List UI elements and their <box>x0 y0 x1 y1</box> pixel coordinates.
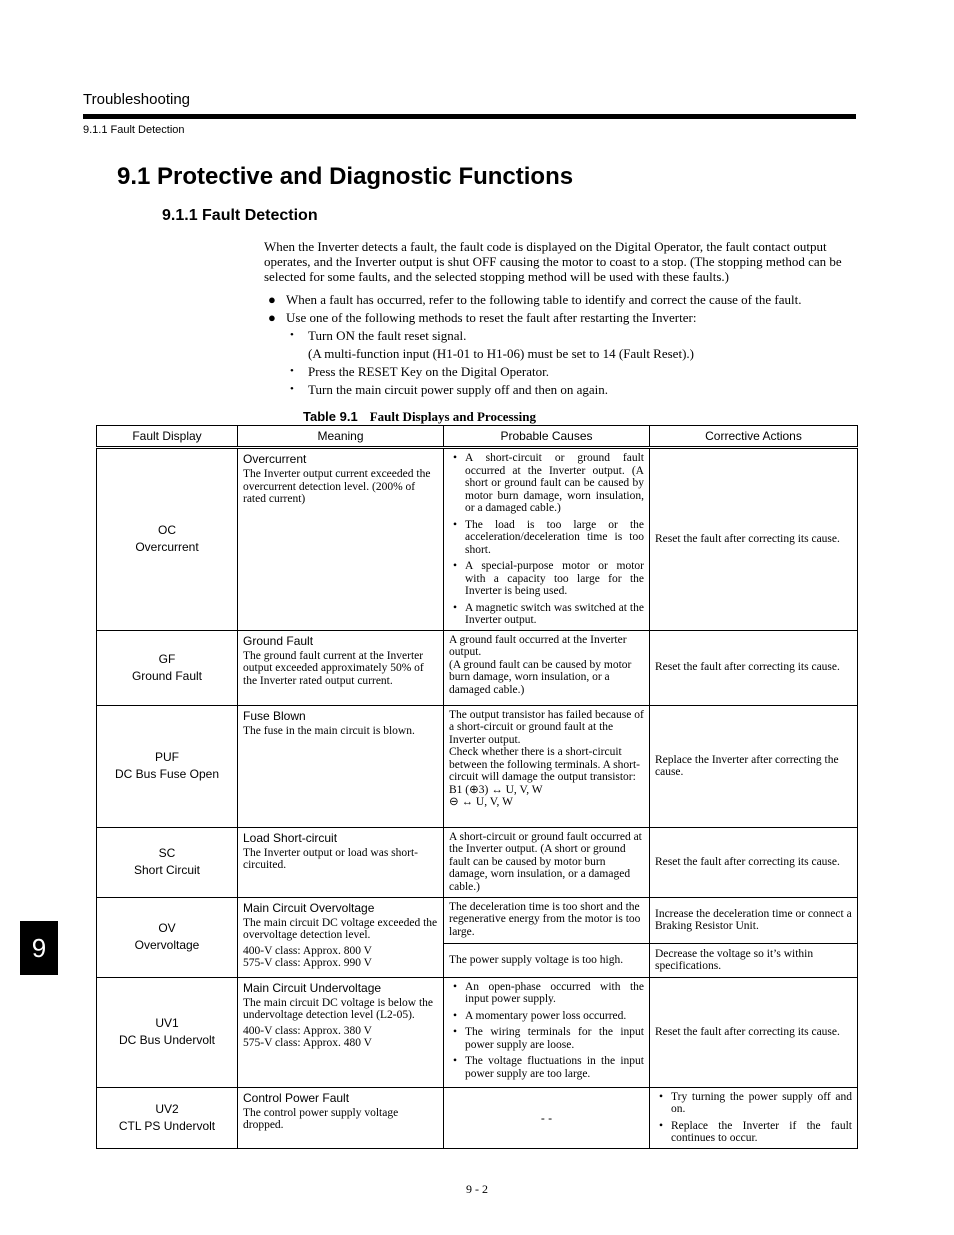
causes-cell <box>444 705 650 827</box>
meaning-voltage-levels: 400-V class: Approx. 380 V 575-V class: Approx. 480 V <box>243 1024 372 1049</box>
fault-name: Ground Fault <box>131 668 203 683</box>
action-cell: Replace the Inverter after correcting the cause. <box>650 705 858 827</box>
table-header-row <box>97 426 858 448</box>
running-head: Troubleshooting <box>83 91 191 108</box>
sub-bullet-item <box>268 364 858 379</box>
meaning-title: Ground Fault <box>243 633 314 648</box>
causes-cell: - - <box>444 1087 650 1148</box>
fault-display-cell <box>97 1087 238 1148</box>
page-number: 9 - 2 <box>466 1182 488 1196</box>
sub-bullet-item <box>268 382 858 397</box>
fault-display-cell <box>97 977 238 1087</box>
fault-name: CTL PS Undervolt <box>118 1118 216 1133</box>
fault-name: DC Bus Undervolt <box>118 1033 216 1047</box>
action-cell: Increase the deceleration time or connect a Braking Resistor Unit. <box>650 897 858 943</box>
causes-cell <box>444 977 650 1087</box>
bullet-text: Use one of the following methods to reset the fault after restarting the Inverter: <box>286 310 697 325</box>
table-caption-label: Table 9.1 <box>303 409 358 424</box>
bullet-text: When a fault has occurred, refer to the following table to identify and correct the cause of the fault. <box>286 292 802 307</box>
chapter-tab: 9 <box>20 921 58 975</box>
table-row <box>97 977 858 1087</box>
causes-cell: A short-circuit or ground fault occurred at the Inverter output. (A short or ground fault can be caused by motor burn damage, worn insulation, or a damaged cable.) <box>444 827 650 897</box>
sub-bullet-icon: • <box>290 383 294 395</box>
fault-name: Short Circuit <box>133 863 201 877</box>
action-cell: Reset the fault after correcting its cause. <box>650 448 858 631</box>
bullet-list <box>268 292 858 400</box>
meaning-title: Control Power Fault <box>243 1090 350 1105</box>
causes-cell <box>444 448 650 631</box>
action-item: • Try turning the power supply off and on. <box>655 1091 852 1116</box>
fault-code: PUF <box>155 750 179 764</box>
col-header-meaning: Meaning <box>238 426 444 448</box>
fault-code: OC <box>158 523 176 538</box>
action-cell: Decrease the voltage so it’s within specifications. <box>650 943 858 977</box>
cause-item: • A momentary power loss occurred. <box>449 1010 644 1023</box>
meaning-description: The main circuit DC voltage exceeded the overvoltage detection level. <box>243 916 438 941</box>
meaning-description: The fuse in the main circuit is blown. <box>243 724 415 737</box>
action-cell <box>650 1087 858 1148</box>
fault-display-cell <box>97 897 238 977</box>
fault-display-cell <box>97 827 238 897</box>
fault-code: UV1 <box>155 1016 179 1030</box>
causes-cell: The deceleration time is too short and the regenerative energy from the motor is too large. <box>444 897 650 943</box>
fault-code: GF <box>158 651 176 666</box>
subsection-title: 9.1.1 Fault Detection <box>162 207 318 224</box>
meaning-cell <box>238 705 444 827</box>
sub-bullet-item <box>268 328 858 343</box>
col-header-fault-display: Fault Display <box>97 426 238 448</box>
meaning-cell <box>238 897 444 977</box>
table-row <box>97 448 858 631</box>
fault-display-cell <box>97 630 238 705</box>
meaning-cell <box>238 1087 444 1148</box>
sub-bullet-text: Turn ON the fault reset signal. <box>308 328 467 343</box>
meaning-description: The main circuit DC voltage is below the undervoltage detection level (L2-05). <box>243 996 434 1021</box>
action-cell: Reset the fault after correcting its cause. <box>650 827 858 897</box>
fault-code: SC <box>158 846 176 860</box>
action-cell: Reset the fault after correcting its cause. <box>650 977 858 1087</box>
fault-display-cell <box>97 705 238 827</box>
cause-text: The output transistor has failed because of a short-circuit or ground fault at the Inverter output. Check whether there is a short-circuit between the following terminals. A short-circuit will damage the output transistor: <box>449 708 644 783</box>
meaning-description: The Inverter output current exceeded the overcurrent detection level. (200% of rated current) <box>243 468 431 505</box>
bullet-item <box>268 310 858 325</box>
cause-item: • A magnetic switch was switched at the Inverter output. <box>449 602 644 627</box>
bullet-icon: ● <box>268 292 276 307</box>
cause-item: • The load is too large or the acceleration/deceleration time is too short. <box>449 519 644 557</box>
table-caption-title: Fault Displays and Processing <box>369 409 536 424</box>
terminal-pair: B1 (⊕3) ↔ U, V, W <box>449 783 543 796</box>
causes-cell: A ground fault occurred at the Inverter output. (A ground fault can be caused by motor burn damage, worn insulation, or a damaged cable.) <box>444 630 650 705</box>
meaning-voltage-levels: 400-V class: Approx. 800 V 575-V class: Approx. 990 V <box>243 944 372 969</box>
cause-item: • A short-circuit or ground fault occurred at the Inverter output. (A short or ground fault can be caused by motor burn damage, worn insulation, or a damaged cable.) <box>449 452 644 515</box>
table-row <box>97 827 858 897</box>
meaning-title: Load Short-circuit <box>243 830 338 845</box>
meaning-description: The ground fault current at the Inverter output exceeded approximately 50% of the Inverter rated output current. <box>243 649 424 687</box>
meaning-cell <box>238 977 444 1087</box>
intro-paragraph: When the Inverter detects a fault, the fault code is displayed on the Digital Operator, the fault contact output operates, and the Inverter output is shut OFF causing the motor to coast to a stop. (The stopping method can be selected for some faults, and the selected stopping method will be used with these faults.) <box>264 239 842 284</box>
meaning-title: Main Circuit Undervoltage <box>243 980 382 995</box>
table-row <box>97 897 858 943</box>
fault-code: OV <box>158 921 176 935</box>
table-row <box>97 1087 858 1148</box>
cause-list <box>449 452 644 627</box>
table-row <box>97 705 858 827</box>
meaning-cell <box>238 448 444 631</box>
causes-cell: The power supply voltage is too high. <box>444 943 650 977</box>
meaning-description: The control power supply voltage dropped. <box>243 1106 399 1131</box>
fault-name: Overvoltage <box>134 938 200 952</box>
fault-code: UV2 <box>155 1101 179 1116</box>
meaning-title: Fuse Blown <box>243 708 306 723</box>
fault-name: DC Bus Fuse Open <box>114 767 220 781</box>
meaning-title: Main Circuit Overvoltage <box>243 900 375 915</box>
table-row <box>97 630 858 705</box>
cause-list <box>449 981 644 1081</box>
table-caption <box>303 409 536 425</box>
action-list <box>655 1091 852 1145</box>
cause-item: • A special-purpose motor or motor with a capacity too large for the Inverter is being used. <box>449 560 644 598</box>
fault-display-cell <box>97 448 238 631</box>
header-rule <box>83 114 856 119</box>
cause-item: • An open-phase occurred with the input power supply. <box>449 981 644 1006</box>
section-title: 9.1 Protective and Diagnostic Functions <box>117 163 574 190</box>
cause-item: • The wiring terminals for the input power supply are loose. <box>449 1026 644 1051</box>
meaning-cell <box>238 827 444 897</box>
meaning-cell <box>238 630 444 705</box>
fault-table <box>96 425 858 1149</box>
action-cell: Reset the fault after correcting its cause. <box>650 630 858 705</box>
col-header-corrective-actions: Corrective Actions <box>650 426 858 448</box>
sub-bullet-text: Press the RESET Key on the Digital Operator. <box>308 364 549 379</box>
terminal-pair: ⊖ ↔ U, V, W <box>449 796 513 808</box>
sub-bullet-icon: • <box>290 365 294 377</box>
sub-bullet-note: (A multi-function input (H1-01 to H1-06) must be set to 14 (Fault Reset).) <box>308 346 694 361</box>
cause-item: • The voltage fluctuations in the input power supply are too large. <box>449 1055 644 1080</box>
sub-bullet-text: Turn the main circuit power supply off and then on again. <box>308 382 609 397</box>
fault-name: Overcurrent <box>135 540 199 555</box>
bullet-item <box>268 292 858 307</box>
running-subhead: 9.1.1 Fault Detection <box>83 124 185 136</box>
action-item: • Replace the Inverter if the fault continues to occur. <box>655 1120 852 1145</box>
col-header-probable-causes: Probable Causes <box>444 426 650 448</box>
bullet-icon: ● <box>268 310 276 325</box>
meaning-title: Overcurrent <box>243 452 307 466</box>
sub-bullet-icon: • <box>290 329 294 341</box>
meaning-description: The Inverter output or load was short-circuited. <box>243 846 419 871</box>
